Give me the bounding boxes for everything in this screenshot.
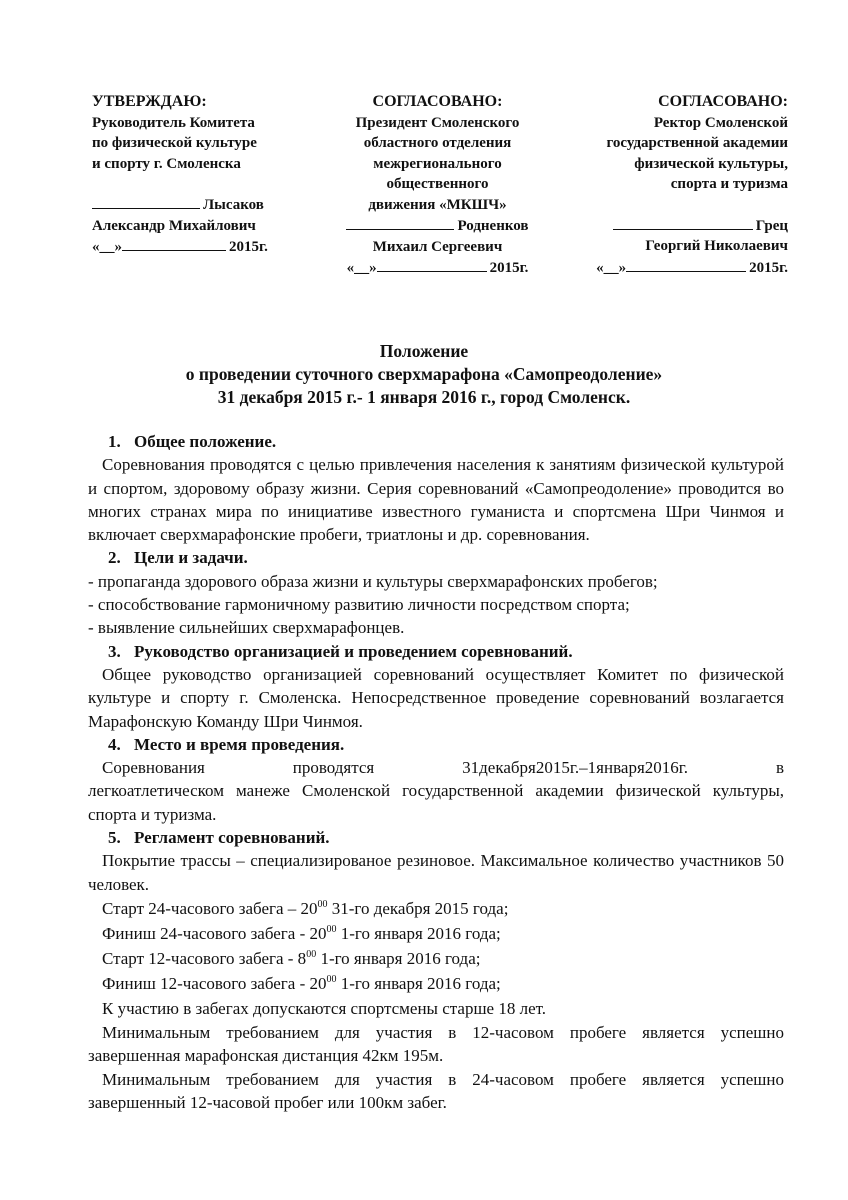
requirement-24h: Минимальным требованием для участия в 24-часовом пробеге является успешно завершенный 12-часовой пробег или 100км забег. (88, 1069, 784, 1112)
approval-left-heading: УТВЕРЖДАЮ: (92, 93, 207, 110)
approval-right (578, 92, 788, 278)
section-1-text: Соревнования проводятся с целью привлечения населения к занятиям физической культурой и спортом, здоровому образу жизни. Серия соревнований «Самопреодоление» проводится во многих странах мира по инициативе известного гуманиста и спортсмена Шри Чинмоя и включает сверхмарафонские пробеги, триатлоны и др. соревнования. (88, 455, 784, 545)
approval-right-line: государственной академии (606, 135, 788, 151)
approval-right-fullname: Георгий Николаевич (645, 238, 788, 254)
section-heading-3: 3. Руководство организацией и проведением соревнований. (108, 641, 573, 661)
approval-middle-line: Президент Смоленского (355, 114, 520, 131)
title-line-3: 31 декабря 2015 г.- 1 января 2016 г., город Смоленск. (217, 387, 631, 407)
section-3-text: Общее руководство организацией соревнований осуществляет Комитет по физической культуре и спорту г. Смоленска. Непосредственное проведение соревнований возлагается Марафонскую Команду Шри Чинмоя. (88, 664, 784, 731)
section-heading-2: 2. Цели и задачи. (108, 548, 248, 568)
approval-middle (330, 92, 545, 279)
section-heading-5: 5. Регламент соревнований. (108, 828, 330, 848)
title-line-1: Положение (379, 341, 469, 361)
approval-left-signature (92, 194, 302, 216)
approval-left-line: Руководитель Комитета (92, 114, 255, 131)
date-line (626, 257, 746, 272)
document-body (88, 430, 784, 1114)
date-line (122, 236, 226, 251)
schedule-item: Финиш 24-часового забега - $20^{00}$ 1-го января 2016 года; (102, 923, 501, 943)
approval-right-heading: СОГЛАСОВАНО: (658, 93, 788, 110)
approval-left-line: и спорту г. Смоленска (92, 155, 241, 172)
approval-middle-line: межрегионального (373, 155, 502, 172)
approval-middle-line: общественного (386, 176, 489, 192)
approval-middle-date: «__» 2015г. (330, 257, 545, 279)
goal-item: - пропаганда здорового образа жизни и культуры сверхмарафонских пробегов; (88, 571, 658, 591)
section-heading-4: 4. Место и время проведения. (108, 734, 345, 754)
goal-item: - выявление сильнейших сверхмарафонцев. (88, 618, 405, 638)
approval-right-line: Ректор Смоленской (653, 114, 788, 131)
approval-right-surname: Грец (755, 217, 788, 234)
approval-block (0, 92, 848, 282)
approval-middle-line: областного отделения (363, 135, 512, 151)
schedule-item: Финиш 12-часового забега - $20^{00}$ 1-го января 2016 года; (102, 973, 501, 993)
section-4-text: легкоатлетическом манеже Смоленской государственной академии физической культуры, спорта и туризма. (88, 781, 784, 824)
approval-middle-surname: Родненков (457, 218, 529, 234)
signature-line (92, 194, 200, 209)
date-line (377, 257, 487, 272)
approval-left-line: по физической культуре (92, 135, 257, 151)
section-heading-1: 1. Общее положение. (108, 432, 277, 451)
section-5-text: Покрытие трассы – специализированое резиновое. Максимальное количество участников 50 человек. (88, 851, 784, 894)
approval-left-fullname: Александр Михайлович (92, 217, 256, 234)
signature-line (346, 215, 454, 230)
goal-item: - способствование гармоничному развитию личности посредством спорта; (88, 595, 630, 615)
approval-right-signature (578, 215, 788, 237)
approval-middle-signature (330, 215, 545, 237)
approval-right-line: спорта и туризма (670, 176, 788, 192)
schedule-item: Старт 24-часового забега – $20^{00}$ 31-го декабря 2015 года; (102, 898, 509, 918)
approval-middle-fullname: Михаил Сергеевич (372, 238, 503, 255)
approval-middle-line: движения «МКШЧ» (368, 196, 507, 213)
requirement-12h: Минимальным требованием для участия в 12-часовом пробеге является успешно завершенная марафонская дистанция 42км 195м. (88, 1022, 784, 1066)
schedule-item: Старт 12-часового забега - $8^{00}$ 1-го января 2016 года; (102, 948, 481, 968)
approval-right-date: «__» 2015г. (578, 257, 788, 279)
section-4-first-line: Соревнования проводятся 31декабря2015г.–1января2016г. в (102, 758, 784, 778)
approval-middle-heading: СОГЛАСОВАНО: (372, 93, 503, 110)
document-title (0, 340, 848, 409)
approval-left (92, 92, 302, 258)
signature-line (613, 215, 753, 230)
title-line-2: о проведении суточного сверхмарафона «Самопреодоление» (185, 364, 663, 384)
approval-left-surname: Лысаков (203, 197, 264, 213)
age-requirement: К участию в забегах допускаются спортсмены старше 18 лет. (102, 998, 547, 1018)
approval-left-date: «__» 2015г. (92, 236, 302, 258)
approval-right-line: физической культуры, (634, 155, 788, 172)
